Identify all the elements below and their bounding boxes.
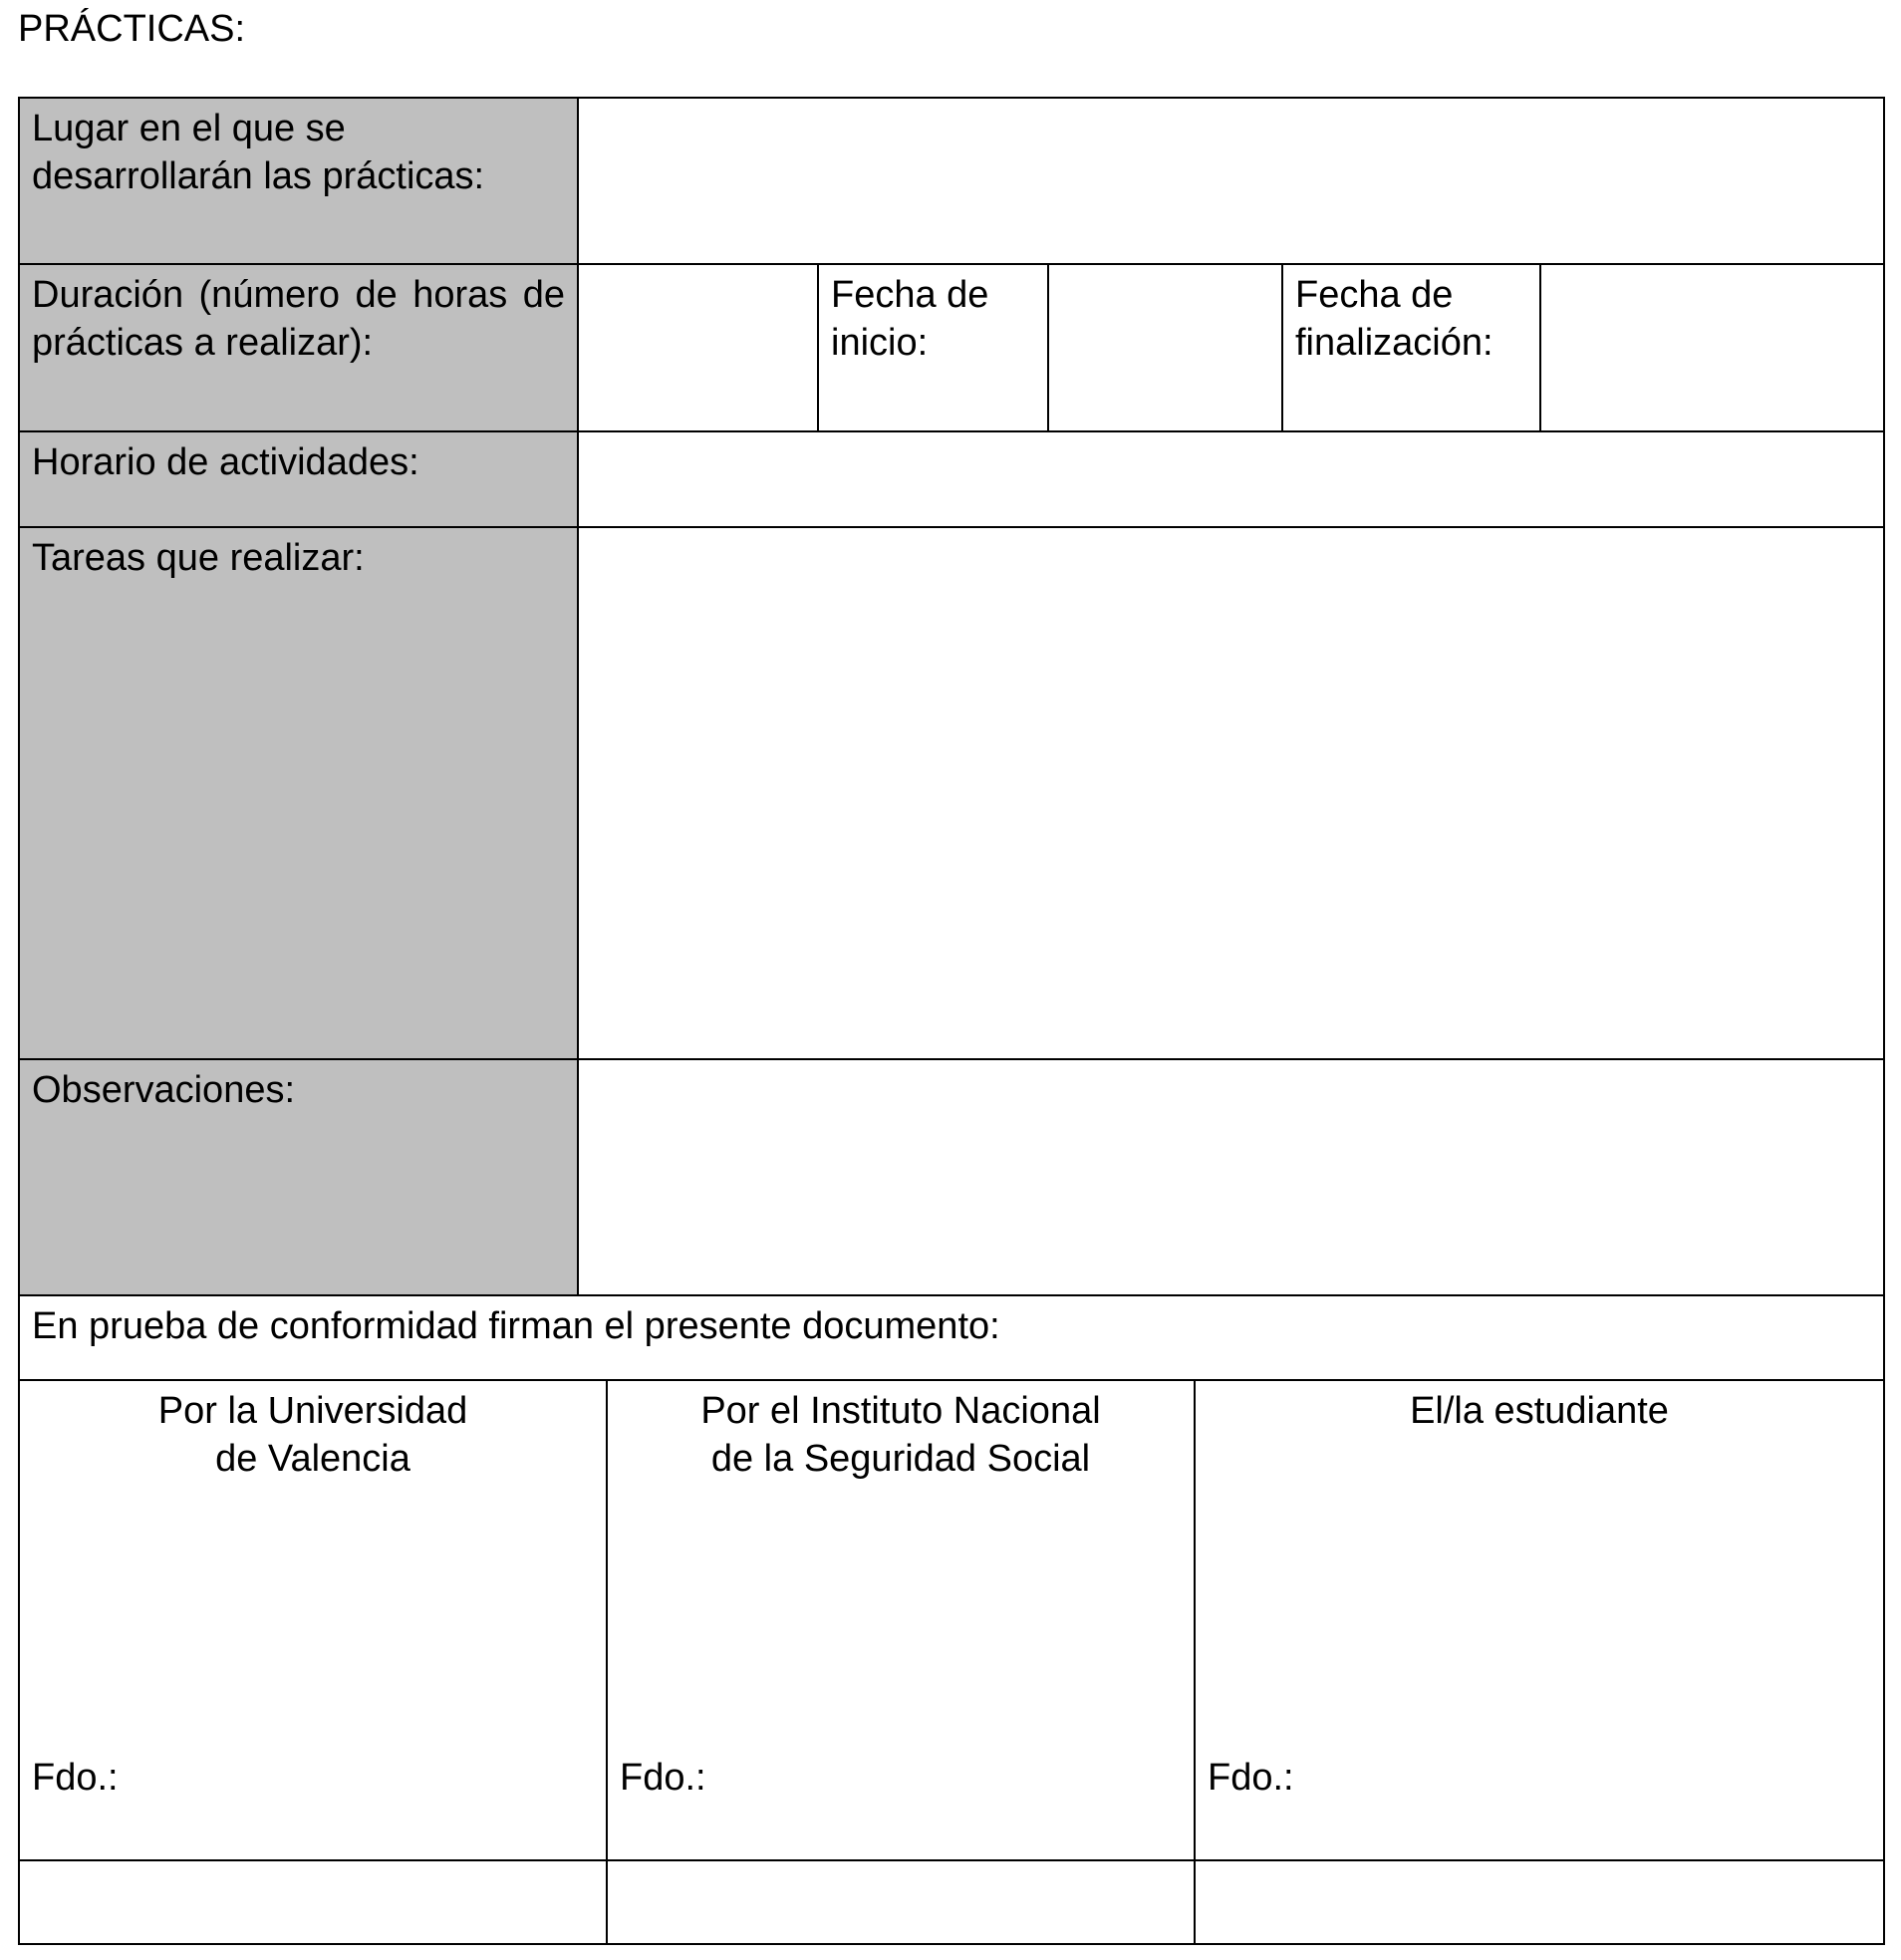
section-title: PRÁCTICAS: <box>18 8 246 50</box>
lugar-field[interactable] <box>577 97 1885 265</box>
signatory-estudiante-title: El/la estudiante <box>1410 1390 1669 1432</box>
signatory-inss <box>606 1379 1196 1861</box>
signatory-inss-name-field[interactable] <box>606 1859 1196 1945</box>
observaciones-label: Observaciones: <box>18 1058 579 1296</box>
tareas-field[interactable] <box>577 526 1885 1060</box>
duracion-field[interactable] <box>577 263 819 432</box>
observaciones-field[interactable] <box>577 1058 1885 1296</box>
signatory-universidad <box>18 1379 608 1861</box>
signatory-estudiante-fdo: Fdo.: <box>1208 1757 1294 1799</box>
conformidad-text: En prueba de conformidad firman el presente documento: <box>18 1294 1885 1381</box>
signatory-inss-fdo: Fdo.: <box>620 1757 706 1799</box>
fecha-fin-label: Fecha de finalización: <box>1281 263 1541 432</box>
signatory-estudiante <box>1194 1379 1885 1861</box>
signatory-universidad-name-field[interactable] <box>18 1859 608 1945</box>
fecha-fin-field[interactable] <box>1539 263 1885 432</box>
fecha-inicio-label: Fecha de inicio: <box>817 263 1049 432</box>
horario-label: Horario de actividades: <box>18 430 579 528</box>
signatory-universidad-fdo: Fdo.: <box>32 1757 119 1799</box>
lugar-label: Lugar en el que se desarrollarán las prácticas: <box>18 97 579 265</box>
signatory-inss-title: Por el Instituto Nacional de la Seguridad Social <box>700 1390 1101 1480</box>
fecha-inicio-field[interactable] <box>1047 263 1283 432</box>
horario-field[interactable] <box>577 430 1885 528</box>
tareas-label: Tareas que realizar: <box>18 526 579 1060</box>
duracion-label: Duración (número de horas de prácticas a realizar): <box>18 263 579 432</box>
signatory-estudiante-name-field[interactable] <box>1194 1859 1885 1945</box>
signatory-universidad-title: Por la Universidad de Valencia <box>157 1390 468 1480</box>
